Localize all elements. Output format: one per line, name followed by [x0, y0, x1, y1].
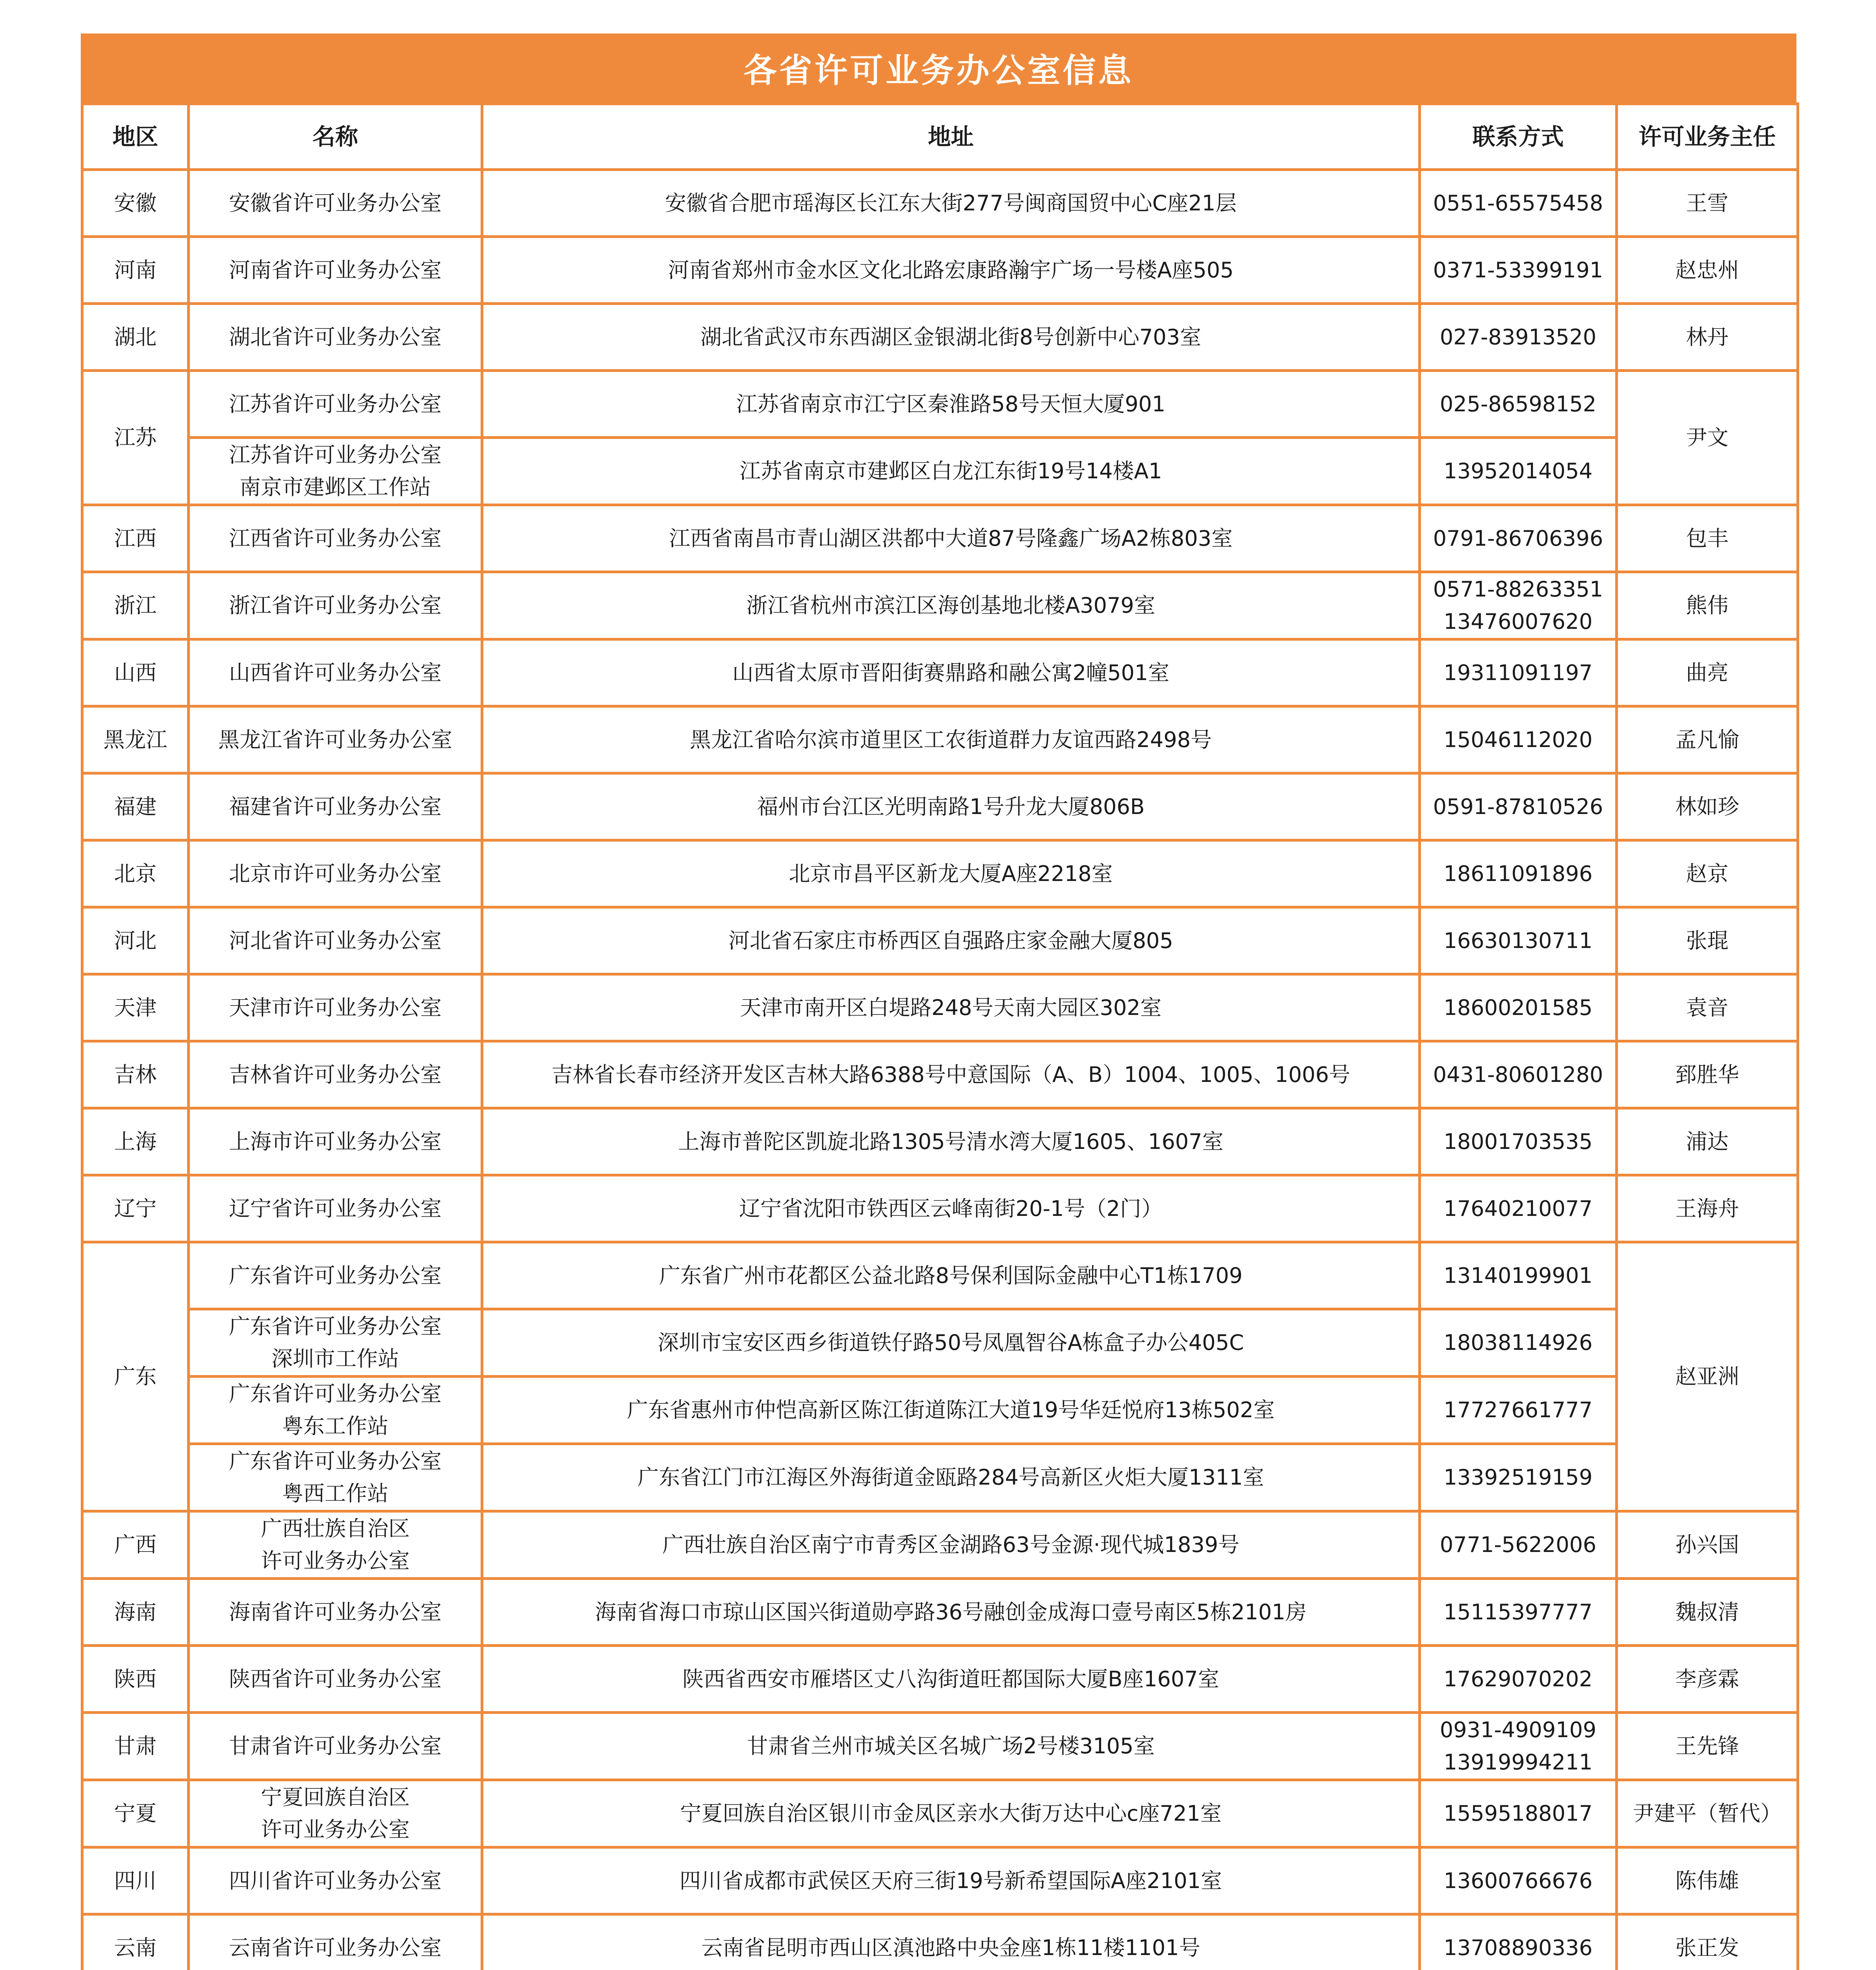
table-row: [82, 1242, 1798, 1309]
phone-number: 19311091197: [1443, 660, 1593, 685]
contact-cell: [1420, 371, 1617, 438]
address-cell: 宁夏回族自治区银川市金凤区亲水大街万达中心c座721室: [482, 1780, 1420, 1847]
office-name-line: 吉林省许可业务办公室: [229, 1062, 442, 1087]
office-name-cell: [189, 1713, 482, 1780]
office-name-line: 湖北省许可业务办公室: [229, 324, 442, 349]
director-cell: 孙兴国: [1617, 1511, 1798, 1579]
address-cell: 广东省江门市江海区外海街道金瓯路284号高新区火炬大厦1311室: [482, 1444, 1420, 1511]
region-cell: 吉林: [82, 1041, 189, 1108]
region-cell: 宁夏: [82, 1780, 189, 1847]
office-name-line: 广东省许可业务办公室: [229, 1314, 442, 1339]
phone-number: 16630130711: [1443, 928, 1593, 953]
phone-number: 0551-65575458: [1433, 190, 1603, 216]
office-name-line: 许可业务办公室: [261, 1548, 410, 1573]
address-cell: 福州市台江区光明南路1号升龙大厦806B: [482, 773, 1420, 840]
address-cell: 江苏省南京市江宁区秦淮路58号天恒大厦901: [482, 371, 1420, 438]
table-row: [82, 907, 1798, 974]
table-row: [82, 438, 1798, 505]
office-name-cell: [189, 438, 482, 505]
director-cell: 赵京: [1617, 840, 1798, 907]
office-name-cell: [189, 1175, 482, 1242]
office-name-cell: [189, 1847, 482, 1914]
table-row: [82, 1914, 1798, 1970]
director-cell: 赵忠州: [1617, 237, 1798, 304]
contact-cell: [1420, 639, 1617, 706]
director-cell: 熊伟: [1617, 572, 1798, 639]
table-row: [82, 304, 1798, 371]
contact-cell: [1420, 1242, 1617, 1309]
table-row: [82, 1646, 1798, 1713]
office-name-line: 天津市许可业务办公室: [229, 995, 442, 1020]
region-cell: 河北: [82, 907, 189, 974]
contact-cell: [1420, 1847, 1617, 1914]
region-cell: 河南: [82, 237, 189, 304]
office-name-line: 南京市建邺区工作站: [240, 475, 431, 500]
region-cell: 天津: [82, 974, 189, 1041]
phone-number: 18001703535: [1443, 1129, 1593, 1154]
office-name-line: 广东省许可业务办公室: [229, 1381, 442, 1406]
office-name-line: 四川省许可业务办公室: [229, 1868, 442, 1893]
contact-cell: [1420, 907, 1617, 974]
region-cell: 广西: [82, 1511, 189, 1579]
address-cell: 甘肃省兰州市城关区名城广场2号楼3105室: [482, 1713, 1420, 1780]
office-name-line: 浙江省许可业务办公室: [229, 593, 442, 618]
director-cell: 李彦霖: [1617, 1646, 1798, 1713]
office-name-cell: [189, 170, 482, 237]
header-address: 地址: [482, 104, 1420, 170]
director-cell: 张正发: [1617, 1914, 1798, 1970]
contact-cell: [1420, 1511, 1617, 1579]
contact-cell: [1420, 1041, 1617, 1108]
contact-cell: [1420, 170, 1617, 237]
table-row: [82, 572, 1798, 639]
office-name-line: 甘肃省许可业务办公室: [229, 1734, 442, 1758]
contact-cell: [1420, 1713, 1617, 1780]
address-cell: 四川省成都市武侯区天府三街19号新希望国际A座2101室: [482, 1847, 1420, 1914]
address-cell: 河南省郑州市金水区文化北路宏康路瀚宇广场一号楼A座505: [482, 237, 1420, 304]
phone-number: 0771-5622006: [1440, 1532, 1597, 1557]
office-name-line: 广西壮族自治区: [261, 1516, 410, 1541]
region-cell: 浙江: [82, 572, 189, 639]
document-sheet: [81, 33, 1796, 1970]
address-cell: 浙江省杭州市滨江区海创基地北楼A3079室: [482, 572, 1420, 639]
table-row: [82, 505, 1798, 572]
director-cell: 尹建平（暂代）: [1617, 1780, 1798, 1847]
region-cell: 江西: [82, 505, 189, 572]
phone-number: 13952014054: [1443, 459, 1593, 483]
contact-cell: [1420, 237, 1617, 304]
office-name-cell: [189, 1646, 482, 1713]
address-cell: 河北省石家庄市桥西区自强路庄家金融大厦805: [482, 907, 1420, 974]
director-cell: 曲亮: [1617, 639, 1798, 706]
contact-cell: [1420, 304, 1617, 371]
director-cell: 浦达: [1617, 1108, 1798, 1175]
office-name-line: 海南省许可业务办公室: [229, 1599, 442, 1624]
address-cell: 江西省南昌市青山湖区洪都中大道87号隆鑫广场A2栋803室: [482, 505, 1420, 572]
office-name-line: 云南省许可业务办公室: [229, 1935, 442, 1960]
address-cell: 黑龙江省哈尔滨市道里区工农街道群力友谊西路2498号: [482, 706, 1420, 773]
table-row: [82, 1309, 1798, 1377]
phone-number: 15115397777: [1443, 1599, 1593, 1624]
table-row: [82, 1847, 1798, 1914]
director-cell: 王海舟: [1617, 1175, 1798, 1242]
address-cell: 山西省太原市晋阳街赛鼎路和融公寓2幢501室: [482, 639, 1420, 706]
region-cell: 江苏: [82, 371, 189, 505]
contact-cell: [1420, 1444, 1617, 1511]
office-name-line: 广东省许可业务办公室: [229, 1263, 442, 1288]
phone-number: 0431-80601280: [1433, 1062, 1603, 1087]
region-cell: 海南: [82, 1579, 189, 1646]
office-name-cell: [189, 907, 482, 974]
office-name-line: 福建省许可业务办公室: [229, 794, 442, 819]
address-cell: 安徽省合肥市瑶海区长江东大街277号闽商国贸中心C座21层: [482, 170, 1420, 237]
region-cell: 辽宁: [82, 1175, 189, 1242]
table-row: [82, 1108, 1798, 1175]
director-cell: 袁音: [1617, 974, 1798, 1041]
director-cell: 林如珍: [1617, 773, 1798, 840]
contact-cell: [1420, 1175, 1617, 1242]
region-cell: 安徽: [82, 170, 189, 237]
phone-number: 13392519159: [1443, 1465, 1593, 1490]
phone-number: 0371-53399191: [1433, 257, 1603, 282]
contact-cell: [1420, 438, 1617, 505]
phone-number: 13140199901: [1443, 1263, 1593, 1288]
phone-number: 15046112020: [1443, 727, 1593, 752]
office-name-cell: [189, 1377, 482, 1444]
office-name-cell: [189, 1041, 482, 1108]
region-cell: 四川: [82, 1847, 189, 1914]
office-name-cell: [189, 1579, 482, 1646]
office-name-line: 辽宁省许可业务办公室: [229, 1196, 442, 1221]
region-cell: 陕西: [82, 1646, 189, 1713]
phone-number: 17640210077: [1443, 1196, 1593, 1221]
region-cell: 甘肃: [82, 1713, 189, 1780]
office-name-line: 江苏省许可业务办公室: [229, 391, 442, 416]
phone-number: 18038114926: [1443, 1330, 1593, 1355]
region-cell: 北京: [82, 840, 189, 907]
address-cell: 海南省海口市琼山区国兴街道勋亭路36号融创金成海口壹号南区5栋2101房: [482, 1579, 1420, 1646]
phone-number: 17727661777: [1443, 1398, 1593, 1422]
office-name-line: 黑龙江省许可业务办公室: [218, 727, 452, 752]
office-name-line: 江苏省许可业务办公室: [229, 442, 442, 467]
page-title: 各省许可业务办公室信息: [81, 33, 1796, 102]
header-contact: 联系方式: [1420, 104, 1617, 170]
office-name-line: 粤东工作站: [282, 1414, 388, 1438]
address-cell: 江苏省南京市建邺区白龙江东街19号14楼A1: [482, 438, 1420, 505]
director-cell: 孟凡愉: [1617, 706, 1798, 773]
table-row: [82, 1713, 1798, 1780]
office-name-cell: [189, 840, 482, 907]
office-name-cell: [189, 1242, 482, 1309]
region-cell: 云南: [82, 1914, 189, 1970]
phone-number: 13708890336: [1443, 1935, 1593, 1960]
office-name-cell: [189, 1780, 482, 1847]
table-row: [82, 706, 1798, 773]
region-cell: 山西: [82, 639, 189, 706]
office-name-cell: [189, 1511, 482, 1579]
office-name-line: 河北省许可业务办公室: [229, 928, 442, 953]
address-cell: 辽宁省沈阳市铁西区云峰南街20-1号（2门）: [482, 1175, 1420, 1242]
office-name-line: 安徽省许可业务办公室: [229, 190, 442, 216]
table-row: [82, 1175, 1798, 1242]
director-cell: 尹文: [1617, 371, 1798, 505]
contact-cell: [1420, 572, 1617, 639]
region-cell: 上海: [82, 1108, 189, 1175]
phone-number: 18611091896: [1443, 861, 1593, 886]
contact-cell: [1420, 1914, 1617, 1970]
director-cell: 王雪: [1617, 170, 1798, 237]
region-cell: 广东: [82, 1242, 189, 1511]
contact-cell: [1420, 840, 1617, 907]
table-row: [82, 170, 1798, 237]
contact-cell: [1420, 1108, 1617, 1175]
table-header-row: [82, 104, 1798, 170]
address-cell: 广东省惠州市仲恺高新区陈江街道陈江大道19号华廷悦府13栋502室: [482, 1377, 1420, 1444]
table-row: [82, 840, 1798, 907]
office-name-line: 上海市许可业务办公室: [229, 1129, 442, 1154]
phone-number: 17629070202: [1443, 1666, 1593, 1691]
table-row: [82, 1780, 1798, 1847]
director-cell: 林丹: [1617, 304, 1798, 371]
table-row: [82, 1579, 1798, 1646]
office-name-cell: [189, 773, 482, 840]
contact-cell: [1420, 773, 1617, 840]
address-cell: 天津市南开区白堤路248号天南大园区302室: [482, 974, 1420, 1041]
header-region: 地区: [82, 104, 189, 170]
office-name-line: 宁夏回族自治区: [261, 1785, 410, 1810]
contact-cell: [1420, 505, 1617, 572]
office-name-line: 深圳市工作站: [271, 1346, 399, 1371]
phone-number: 0791-86706396: [1433, 526, 1603, 551]
address-cell: 北京市昌平区新龙大厦A座2218室: [482, 840, 1420, 907]
region-cell: 黑龙江: [82, 706, 189, 773]
address-cell: 吉林省长春市经济开发区吉林大路6388号中意国际（A、B）1004、1005、1006号: [482, 1041, 1420, 1108]
contact-cell: [1420, 1377, 1617, 1444]
header-director: 许可业务主任: [1617, 104, 1798, 170]
phone-number: 025-86598152: [1440, 391, 1597, 416]
office-name-line: 粤西工作站: [282, 1481, 388, 1506]
director-cell: 魏叔清: [1617, 1579, 1798, 1646]
address-cell: 陕西省西安市雁塔区丈八沟街道旺都国际大厦B座1607室: [482, 1646, 1420, 1713]
table-row: [82, 1511, 1798, 1579]
contact-cell: [1420, 1579, 1617, 1646]
address-cell: 云南省昆明市西山区滇池路中央金座1栋11楼1101号: [482, 1914, 1420, 1970]
office-name-cell: [189, 505, 482, 572]
table-row: [82, 371, 1798, 438]
table-row: [82, 639, 1798, 706]
table-row: [82, 237, 1798, 304]
contact-cell: [1420, 974, 1617, 1041]
office-name-cell: [189, 1914, 482, 1970]
region-cell: 福建: [82, 773, 189, 840]
address-cell: 湖北省武汉市东西湖区金银湖北街8号创新中心703室: [482, 304, 1420, 371]
office-name-cell: [189, 371, 482, 438]
office-name-line: 许可业务办公室: [261, 1817, 410, 1842]
region-cell: 湖北: [82, 304, 189, 371]
office-name-cell: [189, 1444, 482, 1511]
director-cell: 陈伟雄: [1617, 1847, 1798, 1914]
director-cell: 王先锋: [1617, 1713, 1798, 1780]
director-cell: 张琨: [1617, 907, 1798, 974]
table-row: [82, 1377, 1798, 1444]
office-name-cell: [189, 1108, 482, 1175]
phone-number: 18600201585: [1443, 995, 1593, 1020]
table-row: [82, 773, 1798, 840]
contact-cell: [1420, 1780, 1617, 1847]
table-row: [82, 1444, 1798, 1511]
office-name-line: 山西省许可业务办公室: [229, 660, 442, 685]
office-name-line: 北京市许可业务办公室: [229, 861, 442, 886]
header-name: 名称: [189, 104, 482, 170]
office-name-cell: [189, 237, 482, 304]
office-name-cell: [189, 304, 482, 371]
address-cell: 深圳市宝安区西乡街道铁仔路50号凤凰智谷A栋盒子办公405C: [482, 1309, 1420, 1377]
director-cell: 包丰: [1617, 505, 1798, 572]
office-name-line: 河南省许可业务办公室: [229, 257, 442, 282]
office-table: [81, 102, 1799, 1970]
contact-cell: [1420, 1646, 1617, 1713]
director-cell: 赵亚洲: [1617, 1242, 1798, 1511]
office-name-cell: [189, 639, 482, 706]
table-row: [82, 1041, 1798, 1108]
phone-number: 0571-88263351: [1433, 577, 1603, 602]
office-name-cell: [189, 1309, 482, 1377]
director-cell: 郅胜华: [1617, 1041, 1798, 1108]
office-name-line: 江西省许可业务办公室: [229, 526, 442, 551]
contact-cell: [1420, 706, 1617, 773]
phone-number: 0931-4909109: [1440, 1717, 1597, 1742]
office-name-cell: [189, 706, 482, 773]
address-cell: 上海市普陀区凯旋北路1305号清水湾大厦1605、1607室: [482, 1108, 1420, 1175]
address-cell: 广西壮族自治区南宁市青秀区金湖路63号金源·现代城1839号: [482, 1511, 1420, 1579]
table-body: [82, 170, 1798, 1970]
office-name-line: 广东省许可业务办公室: [229, 1449, 442, 1474]
phone-number: 13919994211: [1443, 1750, 1593, 1775]
phone-number: 13476007620: [1443, 609, 1593, 634]
phone-number: 13600766676: [1443, 1868, 1593, 1893]
office-name-line: 陕西省许可业务办公室: [229, 1666, 442, 1691]
address-cell: 广东省广州市花都区公益北路8号保利国际金融中心T1栋1709: [482, 1242, 1420, 1309]
phone-number: 0591-87810526: [1433, 794, 1603, 819]
table-row: [82, 974, 1798, 1041]
phone-number: 15595188017: [1443, 1801, 1593, 1826]
office-name-cell: [189, 974, 482, 1041]
phone-number: 027-83913520: [1440, 324, 1597, 349]
contact-cell: [1420, 1309, 1617, 1377]
office-name-cell: [189, 572, 482, 639]
